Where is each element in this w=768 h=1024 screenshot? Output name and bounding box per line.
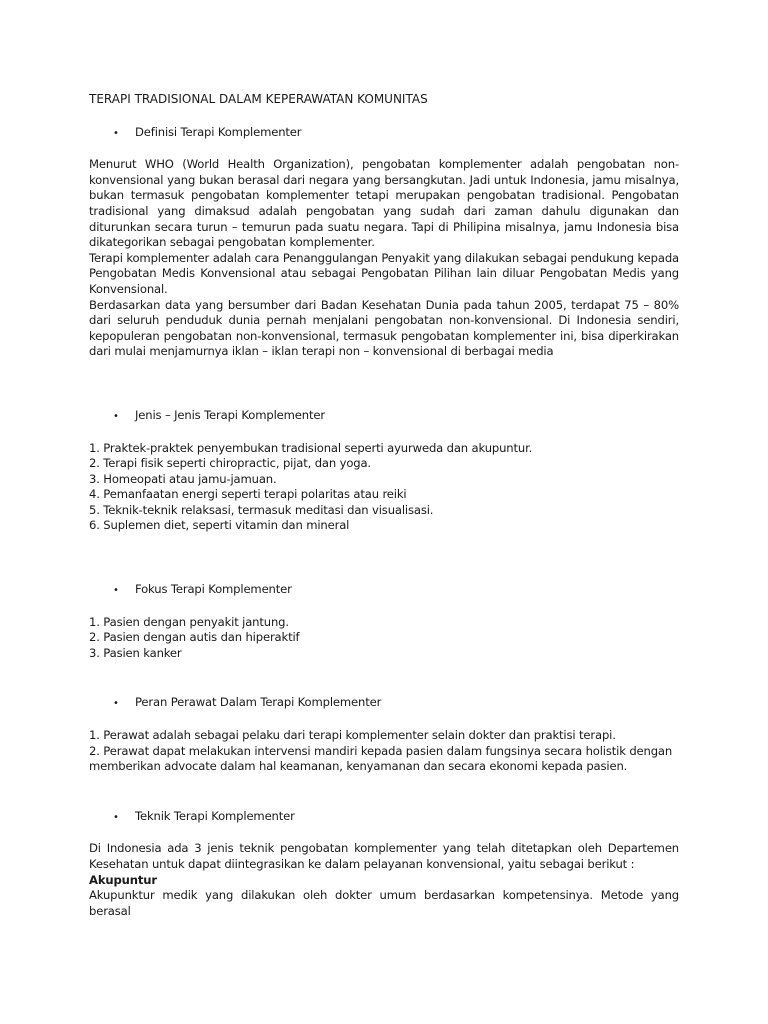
bullet-icon: • (113, 698, 119, 710)
list-fokus (89, 615, 679, 662)
section-heading-peran (89, 695, 679, 712)
list-item: 2. Pasien dengan autis dan hiperaktif (89, 630, 300, 645)
bullet-icon: • (113, 811, 119, 823)
paragraph: Terapi komplementer adalah cara Penanggulangan Penyakit yang dilakukan sebagai pendukung kepada Pengobatan Medis Konvensional atau sebagai Pengobatan Pilihan lain diluar Pengobatan Medis yang Konvensional. (89, 250, 679, 296)
section-heading-text: Definisi Terapi Komplementer (135, 124, 302, 139)
section-heading-teknik (89, 809, 679, 826)
section-heading-definisi (89, 125, 679, 142)
list-item: 2. Perawat dapat melakukan intervensi mandiri kepada pasien dalam fungsinya secara holistik dengan memberikan advocate dalam hal keamanan, kenyamanan dan secara ekonomi kepada pasien. (89, 743, 673, 774)
list-item: 4. Pemanfaatan energi seperti terapi polaritas atau reiki (89, 487, 407, 502)
section-heading-text: Jenis – Jenis Terapi Komplementer (135, 407, 325, 422)
section-heading-jenis (89, 408, 679, 425)
subheading-akupuntur: Akupuntur (89, 872, 157, 887)
document-title: TERAPI TRADISIONAL DALAM KEPERAWATAN KOMUNITAS (89, 92, 428, 106)
list-jenis (89, 441, 679, 535)
list-item: 1. Pasien dengan penyakit jantung. (89, 614, 289, 629)
bullet-icon: • (113, 127, 119, 139)
list-item: 1. Praktek-praktek penyembukan tradisional seperti ayurweda dan akupuntur. (89, 440, 533, 455)
list-item: 5. Teknik-teknik relaksasi, termasuk meditasi dan visualisasi. (89, 502, 434, 517)
bullet-icon: • (113, 410, 119, 422)
list-item: 6. Suplemen diet, seperti vitamin dan mineral (89, 518, 350, 533)
document-page (89, 92, 679, 919)
bullet-icon: • (113, 585, 119, 597)
section-heading-text: Peran Perawat Dalam Terapi Komplementer (135, 695, 382, 710)
paragraph: Akupunktur medik yang dilakukan oleh dokter umum berdasarkan kompetensinya. Metode yang berasal (89, 888, 679, 918)
paragraph: Berdasarkan data yang bersumber dari Badan Kesehatan Dunia pada tahun 2005, terdapat 75 – 80% dari seluruh penduduk dunia pernah menjalani pengobatan non-konvensional. Di Indonesia sendiri, kepopuleran pengobatan non-konvensional, termasuk pengobatan komplementer ini, bisa diperkirakan dari mulai menjamurnya iklan – iklan terapi non – konvensional di berbagai media (89, 297, 679, 359)
section-heading-fokus (89, 582, 679, 599)
list-item: 3. Pasien kanker (89, 645, 182, 660)
list-peran (89, 728, 679, 775)
section-heading-text: Teknik Terapi Komplementer (135, 808, 295, 823)
paragraph: Di Indonesia ada 3 jenis teknik pengobatan komplementer yang telah ditetapkan oleh Departemen Kesehatan untuk dapat diintegrasikan ke dalam pelayanan konvensional, yaitu sebagai berikut : (89, 841, 679, 871)
list-item: 1. Perawat adalah sebagai pelaku dari terapi komplementer selain dokter dan praktisi terapi. (89, 728, 616, 743)
list-item: 2. Terapi fisik seperti chiropractic, pijat, dan yoga. (89, 456, 371, 471)
paragraph: Menurut WHO (World Health Organization), pengobatan komplementer adalah pengobatan non-konvensional yang bukan berasal dari negara yang bersangkutan. Jadi untuk Indonesia, jamu misalnya, bukan termasuk pengobatan komplementer tetapi merupakan pengobatan tradisional. Pengobatan tradisional yang dimaksud adalah pengobatan yang sudah dari zaman dahulu digunakan dan diturunkan secara turun – temurun pada suatu negara. Tapi di Philipina misalnya, jamu Indonesia bisa dikategorikan sebagai pengobatan komplementer. (89, 157, 679, 250)
section-heading-text: Fokus Terapi Komplementer (135, 582, 292, 597)
list-item: 3. Homeopati atau jamu-jamuan. (89, 471, 277, 486)
